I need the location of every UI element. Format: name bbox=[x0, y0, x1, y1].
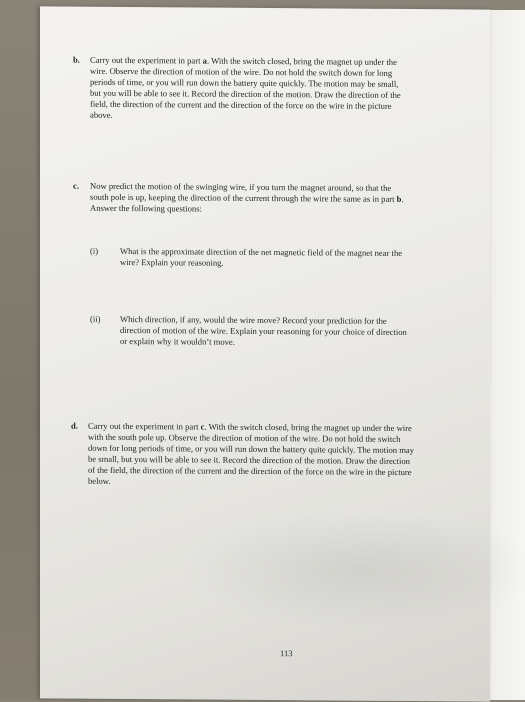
section-c-marker: c. bbox=[73, 180, 79, 191]
section-d bbox=[71, 420, 418, 489]
question-i bbox=[90, 245, 412, 270]
section-b-part-ref: a bbox=[202, 55, 207, 66]
question-ii bbox=[90, 313, 412, 349]
section-b-text-before: Carry out the experiment in part bbox=[90, 54, 203, 66]
section-d-text-before: Carry out the experiment in part bbox=[88, 420, 201, 432]
section-d-text-after: . With the switch closed, bring the magnet up under the wire with the south pole up. Observe the direction of motion of the wire. Do not hold the switch down for long periods of time, or you will run down the battery quite quickly. The motion may be small, but you will be able to see it. Record the direction of the motion. Draw the direction of the field, the direction of the current and the direction of the force on the wire in the picture below. bbox=[88, 421, 415, 486]
question-ii-text: Which direction, if any, would the wire move? Record your prediction for the direction of motion of the wire. Explain your reasoning for your choice of direction or explain why it wouldn’t move. bbox=[120, 313, 407, 347]
page-number: 113 bbox=[280, 648, 293, 659]
question-i-number: (i) bbox=[90, 245, 99, 256]
bleed-through-shadow bbox=[180, 507, 525, 630]
section-d-part-ref: c bbox=[200, 421, 205, 432]
question-i-text: What is the approximate direction of the net magnetic field of the magnet near the wire? Explain your reasoning. bbox=[120, 245, 403, 268]
section-d-marker: d. bbox=[71, 420, 78, 431]
section-b-text-after: . With the switch closed, bring the magnet up under the wire. Observe the direction of motion of the wire. Do not hold the switch down for long periods of time, or you will run down the battery quite quickly. The motion may be small, but you will be able to see it. Record the direction of the motion. Draw the direction of the field, the direction of the current and the direction of the force on the wire in the picture above. bbox=[90, 55, 401, 120]
section-c-text-after: . Answer the following questions: bbox=[90, 193, 404, 214]
question-ii-number: (ii) bbox=[90, 313, 101, 324]
section-c bbox=[73, 180, 408, 216]
section-b bbox=[73, 54, 402, 123]
section-b-marker: b. bbox=[73, 54, 80, 65]
document-page bbox=[40, 6, 490, 701]
section-c-text-before: Now predict the motion of the swinging wire, if you turn the magnet around, so that the south pole is up, keeping the direction of the current through the wire the same as in part bbox=[90, 180, 397, 204]
section-c-part-ref: b bbox=[396, 193, 402, 204]
